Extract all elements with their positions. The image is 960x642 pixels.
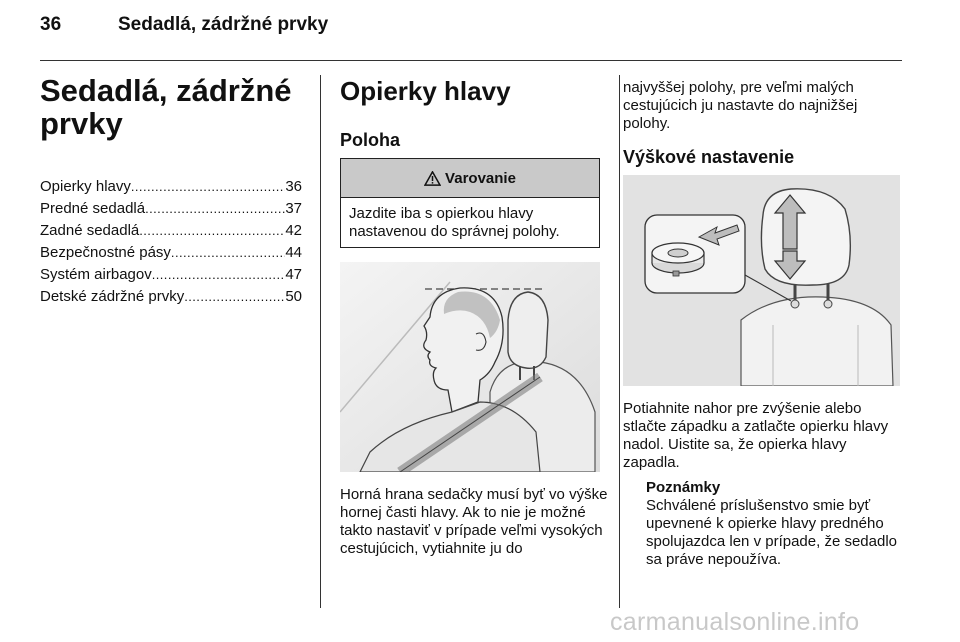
warning-header [341,159,599,198]
warning-title: Varovanie [445,169,516,187]
column-divider-right [619,75,620,608]
subsection-title-position: Poloha [340,130,401,150]
toc-entry[interactable]: Systém airbagov . . . 47 [40,264,302,286]
toc-entry[interactable]: Zadné sedadlá . . . 42 [40,220,302,242]
header-rule [40,60,902,61]
note-title: Poznámky [646,479,721,496]
chapter-toc [40,176,302,308]
chapter-title: Sedadlá, zádržné prvky [40,73,292,141]
toc-entry[interactable]: Bezpečnostné pásy . . . 44 [40,242,302,264]
toc-entry[interactable]: Predné sedadlá . . . 37 [40,198,302,220]
section-title: Opierky hlavy [340,76,511,106]
height-adjust-paragraph: Potiahnite nahor pre zvýšenie alebo stlačte západku a zatlačte opierku hlavy nadol. Uistite sa, že opierka hlavy zapadla. [623,400,889,471]
headrest-height-adjustment-illustration [623,175,900,386]
warning-text: Jazdite iba s opierkou hlavy nastavenou do správnej polohy. [349,205,560,240]
toc-entry[interactable]: Opierky hlavy . . . 36 [40,176,302,198]
running-header-title: Sedadlá, zádržné prvky [118,14,329,35]
column-divider-left [320,75,321,608]
warning-triangle-icon [424,171,441,186]
headrest-position-illustration [340,262,600,472]
toc-entry[interactable]: Detské zádržné prvky . . . 50 [40,286,302,308]
position-paragraph-continued: najvyššej polohy, pre veľmi malých cestujúcich ju nastavte do najnižšej polohy. [623,79,858,132]
note-text: Schválené príslušenstvo smie byť upevnené k opierke hlavy predného spolujazdca len v prípade, že sedadlo sa práve nepoužíva. [646,497,898,568]
page-number: 36 [40,14,62,35]
warning-box [340,158,600,248]
position-paragraph: Horná hrana sedačky musí byť vo výške hornej časti hlavy. Ak to nie je možné takto nastaviť v prípade veľmi vysokých cestujúcich, vytiahnite ju do [340,486,608,557]
watermark: carmanualsonline.info [610,608,860,636]
subsection-title-height: Výškové nastavenie [623,147,795,167]
